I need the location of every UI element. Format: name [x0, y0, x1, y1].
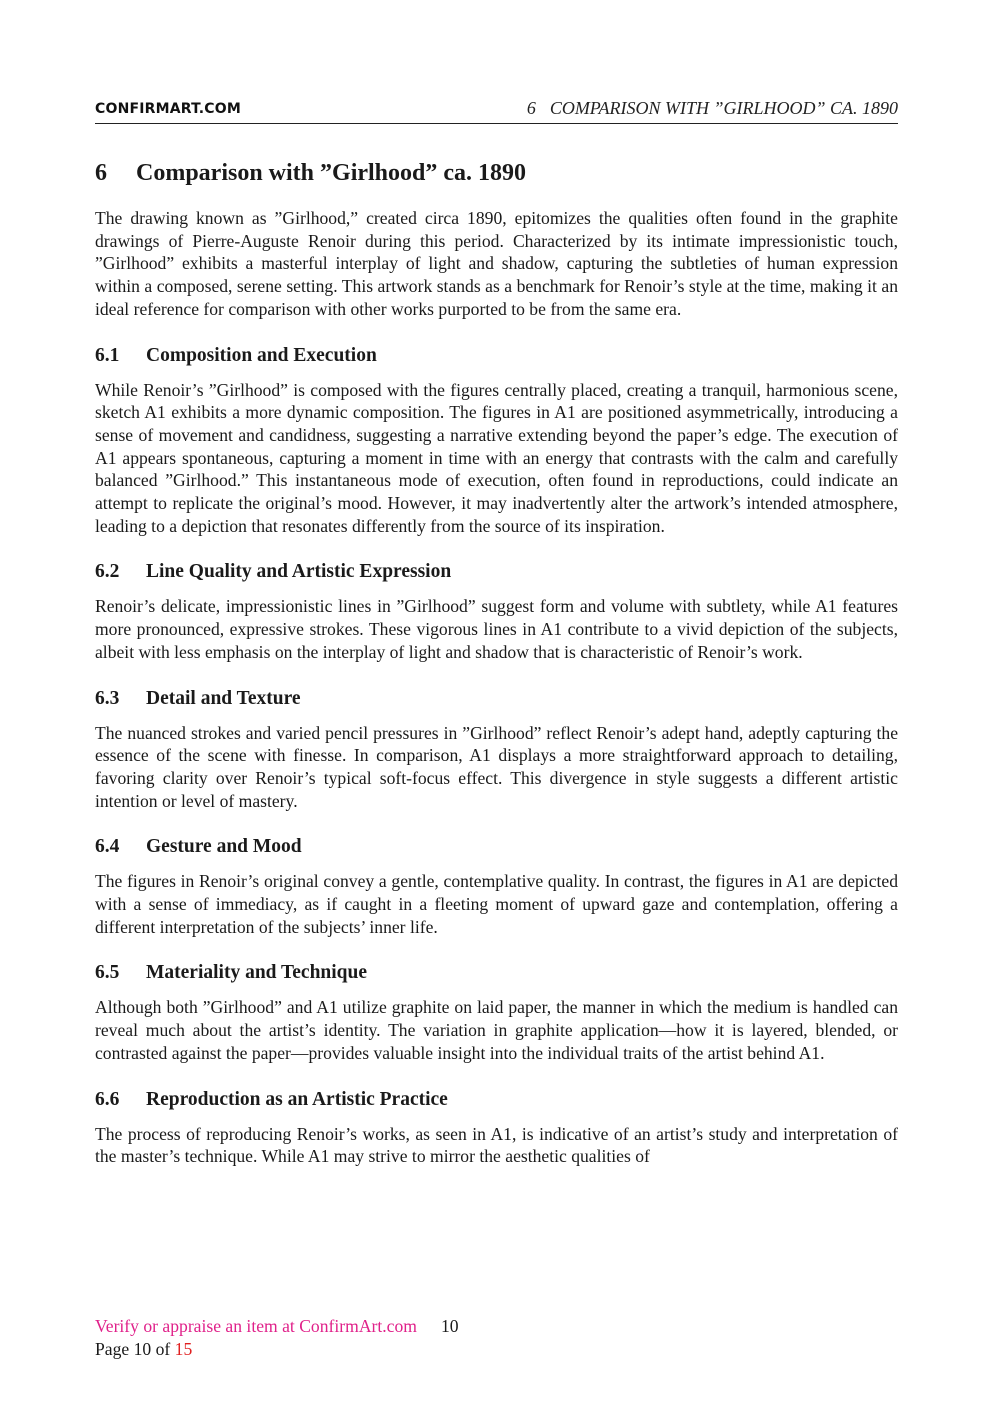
section-title: Comparison with ”Girlhood” ca. 1890	[136, 160, 527, 186]
section-intro: The drawing known as ”Girlhood,” created circa 1890, epitomizes the qualities often found in the graphite drawings of Pierre-Auguste Renoir during this period. Characterized by its intimate impressionistic touch, ”Girlhood” exhibits a masterful interplay of light and shadow, capturing the subtleties of human expression within a composed, serene setting. This artwork stands as a benchmark for Renoir’s style at the time, making it an ideal reference for comparison with other works purported to be from the same era.	[95, 208, 898, 319]
running-section-text: COMPARISON WITH ”GIRLHOOD” CA. 1890	[549, 98, 898, 118]
subsection-title: Detail and Texture	[146, 687, 301, 709]
subsection-number: 6.2	[95, 561, 120, 583]
footer-page-number: 10	[440, 1316, 459, 1336]
subsection-body: The nuanced strokes and varied pencil pressures in ”Girlhood” reflect Renoir’s adept hand, adeptly capturing the essence of the scene with finesse. In comparison, A1 displays a more straightforward approach to detailing, favoring clarity over Renoir’s typical soft-focus effect. This divergence in style suggests a different artistic intention or level of mastery.	[95, 722, 898, 811]
subsection-body: While Renoir’s ”Girlhood” is composed with the figures centrally placed, creating a tranquil, harmonious scene, sketch A1 exhibits a more dynamic composition. The figures in A1 are positioned asymmetrically, introducing a sense of movement and candidness, suggesting a narrative extending beyond the paper’s edge. The execution of A1 appears spontaneous, capturing a moment in time with an energy that contrasts with the calm and carefully balanced ”Girlhood.” This instantaneous mode of execution, often found in reproductions, could indicate an attempt to replicate the original’s mood. However, it may inadvertently alter the artwork’s intended atmosphere, leading to a depiction that resonates differently from the source of its inspiration.	[95, 379, 898, 536]
subsection-heading	[95, 960, 898, 986]
subsection-number: 6.5	[95, 962, 120, 984]
confirmart-link[interactable]: Verify or appraise an item at ConfirmArt.com	[95, 1316, 417, 1336]
confirmart-logo: CONFIRMART.COM	[95, 101, 242, 117]
running-section-title	[527, 98, 898, 119]
footer-line-1	[95, 1315, 595, 1338]
section-heading	[95, 156, 898, 190]
subsection-title: Line Quality and Artistic Expression	[146, 561, 452, 583]
section-number: 6	[95, 160, 107, 186]
subsection-heading	[95, 343, 898, 369]
running-header	[95, 97, 898, 124]
document-body	[95, 156, 898, 1168]
footer-line-2	[95, 1338, 595, 1361]
subsection-title: Reproduction as an Artistic Practice	[146, 1088, 448, 1110]
subsection-body: The process of reproducing Renoir’s works, as seen in A1, is indicative of an artist’s study and interpretation of the master’s technique. While A1 may strive to mirror the aesthetic qualities of	[95, 1123, 898, 1167]
subsection-heading	[95, 834, 898, 860]
subsection-heading	[95, 559, 898, 585]
page-total-link[interactable]: 15	[174, 1338, 193, 1359]
subsection-title: Materiality and Technique	[146, 962, 368, 984]
subsection-number: 6.3	[95, 687, 120, 709]
subsection-number: 6.4	[95, 836, 120, 858]
subsection-body: Although both ”Girlhood” and A1 utilize graphite on laid paper, the manner in which the medium is handled can reveal much about the artist’s identity. The variation in graphite application—how it is layered, blended, or contrasted against the paper—provides valuable insight into the individual traits of the artist behind A1.	[95, 997, 898, 1063]
subsection-title: Composition and Execution	[146, 344, 377, 366]
subsection-title: Gesture and Mood	[146, 836, 302, 858]
subsection-number: 6.6	[95, 1088, 120, 1110]
subsection-body: Renoir’s delicate, impressionistic lines in ”Girlhood” suggest form and volume with subtlety, while A1 features more pronounced, expressive strokes. These vigorous lines in A1 contribute to a vivid depiction of the subjects, albeit with less emphasis on the interplay of light and shadow that is characteristic of Renoir’s work.	[95, 596, 898, 662]
subsection-heading	[95, 686, 898, 712]
subsection-body: The figures in Renoir’s original convey a gentle, contemplative quality. In contrast, the figures in A1 are depicted with a sense of immediacy, as if caught in a fleeting moment of upward gaze and contemplation, offering a different interpretation of the subjects’ inner life.	[95, 871, 898, 937]
page-counter-prefix: Page 10 of	[95, 1338, 175, 1359]
subsection-heading	[95, 1087, 898, 1113]
page-footer	[95, 1315, 595, 1360]
subsection-number: 6.1	[95, 344, 120, 366]
running-section-number: 6	[526, 98, 536, 118]
